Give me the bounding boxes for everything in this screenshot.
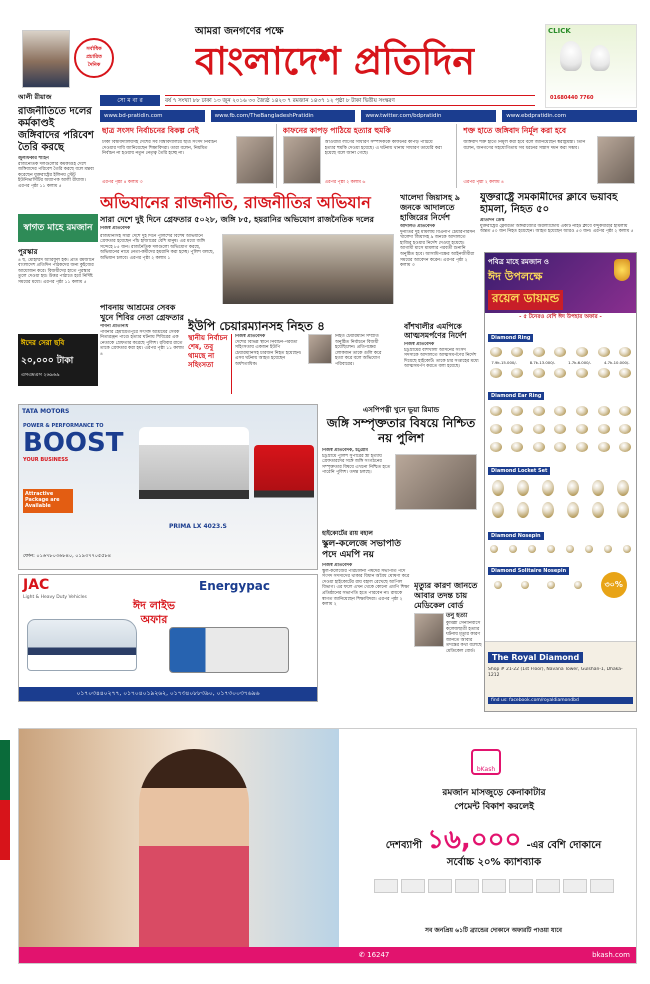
ad-sms: এসএমএস ২৬৯৬৯ xyxy=(21,371,60,378)
ring-icon xyxy=(511,368,523,378)
social-strip xyxy=(100,110,637,122)
teaser-body: আওয়ামী লীগের সাধারণ সম্পাদককে কাফনের কাপড় পাঠিয়ে হত্যার হুমকি দেওয়া হয়েছে। এ ঘটনায় থানায় সাধারণ ডায়েরি করা হয়েছে বলে জানা গেছে। xyxy=(324,140,442,157)
side-flag-strip xyxy=(0,740,10,860)
facebook-link[interactable]: find us: facebook.com/royaldiamondbd xyxy=(488,697,633,704)
nosepin-icon xyxy=(547,545,555,553)
ring-icon xyxy=(576,347,588,357)
earring-icon xyxy=(490,442,502,452)
side-body: পাবনার হেমায়েতপুরে সৎসঙ্গ আশ্রমের সেবক নিত্যরঞ্জন পাণ্ডে হত্যার ঘটনায় শিবিরের এক নেতাকে গ্রেফতার করেছে পুলিশ। রবিবার রাতে তাকে গ্রেফতার করা হয়। এরপর পৃষ্ঠা ১১ কলাম ৪ xyxy=(100,329,184,357)
side-story-bashkhali xyxy=(404,322,480,402)
offer-number: ১৬,০০০ xyxy=(427,825,522,855)
bkash-logo: bKash xyxy=(471,749,501,775)
offer-badge: ঈদ লাইভ অফার xyxy=(132,599,176,626)
truck-image xyxy=(254,445,314,515)
tonu-photo xyxy=(414,613,444,647)
tata-logo: TATA MOTORS xyxy=(22,408,70,415)
side-story-khaleda xyxy=(400,192,476,320)
teaser-3[interactable] xyxy=(461,124,637,188)
section-ring: Diamond Ring xyxy=(488,334,533,342)
ad-amount: ২০,০০০ টাকা xyxy=(21,355,74,366)
left-body: রাজনৈতিক দলগুলোর কর্মকাণ্ডই দেশে জঙ্গিবাদের পরিবেশ তৈরি করছে বলে মন্তব্য করেছেন যুক্তরাষ্ট্রের ইলিনয় স্টেট ইউনিভার্সিটির অধ্যাপক আলী রীয়াজ। এরপর পৃষ্ঠা ১১ কলাম ৫ xyxy=(18,161,94,189)
jac-sub: Light & Heavy Duty Vehicles xyxy=(23,595,87,600)
lead-subhead: সারা দেশে দুই দিনে গ্রেফতার ৫০২৮, জঙ্গি ৮৫, হয়রানির অভিযোগ রাজনৈতিক দলের xyxy=(100,214,374,224)
earring-icon xyxy=(554,424,566,434)
model-figure xyxy=(139,749,249,964)
diamond-offer: - ৫ টনেরও বেশি ঈদ উপহার অফার - xyxy=(519,314,602,320)
up-body-2: নিহত চেয়ারম্যান সম্প্রতি অনুষ্ঠিত নির্বাচনে বিজয়ী হয়েছিলেন। প্রতিপক্ষের লোকজন তাকে গুলি করে হত্যা করে বলে অভিযোগ পরিবারের। xyxy=(335,334,382,367)
price-label: 1.7k-6.000/- xyxy=(568,360,592,365)
earring-icon xyxy=(576,424,588,434)
title-part-a: বাংলাদেশ xyxy=(195,38,341,83)
earring-icon xyxy=(619,406,631,416)
brand-logo xyxy=(536,879,560,893)
boost-box xyxy=(23,423,133,483)
tonu-name: তনু হত্যা xyxy=(446,612,468,619)
side-headline: খালেদা জিয়াসহ ৯ জনকে আদালতে হাজিরের নির্দেশ xyxy=(400,192,460,222)
brand-logo xyxy=(509,879,533,893)
earring-icon xyxy=(533,406,545,416)
sp-photo xyxy=(395,454,477,510)
earring-icon xyxy=(554,406,566,416)
circulation-seal xyxy=(74,38,114,78)
earring-icon xyxy=(490,406,502,416)
earring-icon xyxy=(576,406,588,416)
ring-icon xyxy=(490,368,502,378)
prize-body: ৪ ছ. মোহাম্মদ আরিফুল হক। প্রতি রমজানে বাংলাদেশ প্রতিদিন পাঠকদের জন্য কুইজের আয়োজন করে। বিজয়ীদের হাতে পুরস্কার তুলে দেওয়া হয়। উত্তর পাঠাতে হবে নির্দিষ্ট সময়ের মধ্যে। এরপর পৃষ্ঠা ১১ কলাম ৫ xyxy=(18,257,95,285)
prize-heading: পুরস্কার xyxy=(18,247,38,256)
company-address: Shop # 21-22 (1st Floor), Navana Tower, Gulshan-1, Dhaka-1212 xyxy=(488,667,623,678)
royal-diamond-ad[interactable] xyxy=(484,252,637,712)
day-badge: সো ম বা র xyxy=(100,95,160,106)
teaser-2[interactable] xyxy=(281,124,458,188)
ring-icon xyxy=(554,368,566,378)
diamond-footer xyxy=(485,641,636,711)
facebook-link[interactable]: www.fb.com/TheBangladeshPratidin xyxy=(211,110,356,122)
brand-logo xyxy=(563,879,587,893)
teaser-photo xyxy=(597,136,635,184)
side-headline: পাবনায় আশ্রমের সেবক খুনে শিবির নেতা গ্রেফতার xyxy=(100,302,184,322)
ring-icon xyxy=(619,368,631,378)
phone-icon: ✆ xyxy=(359,951,365,959)
ring-icon xyxy=(576,368,588,378)
teaser-more[interactable]: এরপর পৃষ্ঠা ৪ কলাম ৩ xyxy=(102,180,143,185)
teaser-1[interactable] xyxy=(100,124,277,188)
seal-text: সর্বাধিক প্রচারিত দৈনিক xyxy=(86,46,102,68)
nosepin-icon xyxy=(490,545,498,553)
bkash-ad[interactable] xyxy=(18,728,637,964)
click-logo: CLICK xyxy=(548,27,571,35)
lead-byline: নিজস্ব প্রতিবেদক xyxy=(100,226,131,231)
up-photo xyxy=(308,334,332,364)
sp-kicker: এসপিপত্নী খুনে ভুয়া রিমান্ড xyxy=(362,406,440,414)
side-byline: পাবনা প্রতিনিধি xyxy=(100,324,129,329)
side-byline: প্রতিদিন ডেস্ক xyxy=(480,218,505,223)
brand-logo xyxy=(401,879,425,893)
ad-headline: ঈদের সেরা ছবি xyxy=(21,338,65,347)
earring-icon xyxy=(511,406,523,416)
teaser-headline: শক্ত হাতে জঙ্গিবাদ নির্মূল করা হবে xyxy=(463,126,567,135)
earring-icon xyxy=(490,424,502,434)
locket-icon xyxy=(517,502,529,518)
sp-byline: নিজস্ব প্রতিবেদক, চট্টগ্রাম xyxy=(322,448,368,453)
bulb-icon xyxy=(590,45,610,71)
dateline: বর্ষ ৭ সংখ্যা ৮৮ ঢাকা ১৩ জুন ২০১৬ ৩০ জ্যৈষ্ঠ ১৪২৩ ৭ রমজান ১৪৩৭ ১২ পৃষ্ঠা ৮ টাকা দ্বিতীয় সংস্করণ xyxy=(165,95,535,106)
side-story-pabna xyxy=(100,302,184,402)
web-link[interactable]: www.bd-pratidin.com xyxy=(100,110,205,122)
bulb-icon xyxy=(560,41,582,71)
left-headline: রাজনীতিতে দলের কর্মকাণ্ডই জঙ্গিবাদের পরিবেশ তৈরি করছে xyxy=(18,106,94,153)
bus-image xyxy=(27,619,137,671)
truck-model: PRIMA LX 4023.S xyxy=(169,523,227,530)
offer-suffix: -এর বেশি দোকানে xyxy=(526,840,602,851)
boost-word: BOOST xyxy=(23,428,124,458)
section-earring: Diamond Ear Ring xyxy=(488,392,544,400)
earring-icon xyxy=(598,424,610,434)
twitter-link[interactable]: www.twitter.com/bdpratidin xyxy=(361,110,496,122)
earring-icon xyxy=(598,406,610,416)
columnist-photo xyxy=(22,30,70,88)
lead-body: রাজধানীসহ সারা দেশে দুই দিনে পুলিশের বিশেষ অভিযানে গ্রেফতার হয়েছেন পাঁচ হাজারের বেশি মানুষ। এর মধ্যে জঙ্গি সন্দেহে ৮৫ জন। রাজনৈতিক দলগুলো অভিযোগ করছে, অভিযানের নামে নেতা-কর্মীদের হয়রানি করা হচ্ছে। পুলিশ বলছে, অভিযান চলবে। এরপর পৃষ্ঠা ২ কলাম ১ xyxy=(100,233,215,261)
hc-byline: নিজস্ব প্রতিবেদক xyxy=(322,563,353,568)
slogan: আমরা জনগণের পক্ষে xyxy=(195,26,284,37)
up-body: দেশের বিভিন্ন স্থানে নির্বাচন-পরবর্তী সহিংসতায় একজন ইউপি চেয়ারম্যানসহ চারজন নিহত হয়েছেন। এসব ঘটনায় আহত হয়েছেন অর্ধশতাধিক। xyxy=(235,339,302,367)
price-label: 7.9k-15.000/- xyxy=(491,360,517,365)
brand-strip xyxy=(359,879,629,919)
earring-row xyxy=(485,420,636,438)
left-column xyxy=(18,90,98,402)
teaser-photo xyxy=(283,136,321,184)
earring-icon xyxy=(619,424,631,434)
earring-icon xyxy=(554,442,566,452)
bkash-line1: রমজান মাসজুড়ে কেনাকাটার xyxy=(442,788,546,798)
side-byline: নিজস্ব প্রতিবেদক xyxy=(404,342,435,347)
nosepin-icon xyxy=(509,545,517,553)
earring-icon xyxy=(533,424,545,434)
click-bulb-ad[interactable] xyxy=(545,24,637,108)
side-body: চট্টগ্রামের বাঁশখালী আসনের সংসদ সদস্যকে আদালতে আত্মসমর্পণের নির্দেশ দিয়েছে হাইকোর্ট। তাকে চার সপ্তাহের মধ্যে আত্মসমর্পণ করতে বলা হয়েছে। xyxy=(404,347,479,370)
truck-image xyxy=(139,427,249,517)
brand-logo xyxy=(590,879,614,893)
tata-phones: ফোন: ০১৬৭৮০৩৬৮৪০, ০১৯৩৭৭০৫৫৮৪ xyxy=(23,553,112,559)
locket-icon xyxy=(542,480,554,496)
epaper-link[interactable]: www.ebdpratidin.com xyxy=(502,110,637,122)
left-byline: জুলফিকার শাহিন xyxy=(18,156,49,161)
package-badge: Attractive Package are Available xyxy=(23,489,73,513)
hc-body: স্কুল-কলেজের পরিচালনা পর্ষদের সভাপতি পদে সংসদ সদস্যদের থাকার বিধান অবৈধ ঘোষণা করে দেওয়া হাইকোর্টের রায় বহাল রেখেছে আপিল বিভাগ। এর ফলে এখন থেকে কোনো এমপি শিক্ষা প্রতিষ্ঠানের সভাপতি হতে পারবেন না। রায়কে স্বাগত জানিয়েছেন শিক্ষাবিদরা। এরপর পৃষ্ঠা ২ কলাম ২ xyxy=(322,568,410,608)
energypac-logo: Energypac xyxy=(199,579,271,593)
lead-photo xyxy=(222,234,394,304)
side-body: যুক্তরাষ্ট্রের ফ্লোরিডা অঙ্গরাজ্যের অরল্যান্ডোয় একটি নাইট ক্লাবে বন্দুকধারীর হামলায় অন্তত ৫০ জন নিহত হয়েছেন। আহত হয়েছেন আরও ৫৩ জন। এরপর পৃষ্ঠা ২ কলাম ৫ xyxy=(480,223,634,235)
truck-image xyxy=(169,627,289,673)
nosepin-icon xyxy=(574,581,582,589)
side-byline: আদালত প্রতিবেদক xyxy=(400,224,436,229)
teaser-headline: ছাত্র সংসদ নির্বাচনের বিকল্প নেই xyxy=(102,126,199,135)
earring-icon xyxy=(619,442,631,452)
side-body: দুর্নীতির দুই মামলায় বিএনপি চেয়ারপারসন খালেদা জিয়াসহ ৯ জনকে আদালতে হাজির হওয়ার নির্দেশ দেওয়া হয়েছে। আগামী মাসে মামলার পরবর্তী শুনানি অনুষ্ঠিত হবে। আসামিপক্ষের আইনজীবীরা সময়ের আবেদন করেন। এরপর পৃষ্ঠা ২ কলাম ৩ xyxy=(400,229,475,269)
bkash-footer xyxy=(19,947,636,963)
up-callout: স্থানীয় নির্বাচন শেষ, তবু থামছে না সহিংসতা xyxy=(188,334,232,394)
earring-icon xyxy=(511,424,523,434)
section-nosepin: Diamond Nosepin xyxy=(488,532,544,540)
eid-photo-ad[interactable] xyxy=(18,334,98,386)
locket-row xyxy=(485,499,636,521)
solitaire-row xyxy=(485,577,636,593)
bkash-site[interactable]: bkash.com xyxy=(592,951,630,959)
brand-logo xyxy=(374,879,398,893)
sp-body: চট্টগ্রামে পুলিশ সুপারের স্ত্রী হত্যায় গ্রেফতারদের সঙ্গে জঙ্গি সংগঠনের সম্পৃক্ততার বিষয়ে এখনো নিশ্চিত হতে পারেনি পুলিশ। তদন্ত চলছে। xyxy=(322,453,391,476)
nosepin-icon xyxy=(547,581,555,589)
locket-icon xyxy=(517,480,529,496)
up-headline: ইউপি চেয়ারম্যানসহ নিহত ৪ xyxy=(188,319,325,333)
ring-icon xyxy=(533,368,545,378)
earring-icon xyxy=(511,442,523,452)
teaser-body: জঙ্গিবাদ শক্ত হাতে নির্মূল করা হবে বলে জানিয়েছেন স্বরাষ্ট্রমন্ত্রী। তিনি বলেন, জনগণের সহযোগিতায় সব ধরনের সন্ত্রাস দমন করা সম্ভব। xyxy=(463,140,586,151)
up-story xyxy=(188,318,400,402)
masthead-title xyxy=(195,38,475,84)
hc-story xyxy=(322,528,412,678)
teaser-more[interactable]: এরপর পৃষ্ঠা ২ কলাম ৪ xyxy=(463,180,504,185)
boost-power: POWER & PERFORMANCE TO xyxy=(23,423,104,429)
nosepin-icon xyxy=(604,545,612,553)
ring-icon xyxy=(490,347,502,357)
ring-icon xyxy=(619,347,631,357)
earring-row xyxy=(485,438,636,456)
ramadan-card: স্বাগত মাহে রমজান xyxy=(18,214,98,242)
locket-row xyxy=(485,477,636,499)
tata-motors-ad[interactable] xyxy=(18,404,318,570)
earring-row xyxy=(485,402,636,420)
teaser-body: ঢাকা বিশ্ববিদ্যালয়সহ দেশের সব বিশ্ববিদ্যালয়ে ছাত্র সংসদ নির্বাচন দেওয়ার দাবি জানিয়েছেন শিক্ষাবিদরা। তারা বলেন, নিয়মিত নির্বাচন না হওয়ায় নতুন নেতৃত্ব তৈরি হচ্ছে না। xyxy=(102,140,217,157)
locket-icon xyxy=(617,480,629,496)
bkash-hotline: 16247 xyxy=(367,951,390,959)
brand-logo xyxy=(455,879,479,893)
ring-row xyxy=(485,344,636,360)
tonu-story xyxy=(414,580,482,700)
side-headline: বাঁশখালীর এমপিকে আত্মসমর্পণের নির্দেশ xyxy=(404,322,467,340)
offer-prefix: দেশব্যাপী xyxy=(385,840,422,851)
jac-logo: JAC xyxy=(23,577,50,593)
locket-icon xyxy=(542,502,554,518)
jac-phones: ০১৭০৩৪৪০২৭৭, ০১৭০৪০১৯২৬২, ০১৭৩৪০৮৮৩৯০, ০১৭৩০০৩৭৬৯৬ xyxy=(19,687,317,701)
lead-story xyxy=(100,192,395,304)
price-label: 8.7k-13.000/- xyxy=(529,360,556,365)
locket-icon xyxy=(592,480,604,496)
earring-icon xyxy=(598,442,610,452)
bkash-cashback: সর্বোচ্চ ২০% ক্যাশব্যাক xyxy=(446,857,542,868)
teaser-row xyxy=(100,124,637,188)
locket-icon xyxy=(567,502,579,518)
locket-icon xyxy=(492,502,504,518)
locket-icon xyxy=(567,480,579,496)
diamond-header xyxy=(485,253,636,313)
hotline: 01680440 7760 xyxy=(550,95,594,101)
nosepin-icon xyxy=(585,545,593,553)
side-headline: যুক্তরাষ্ট্রে সমকামীদের ক্লাবে ভয়াবহ হামলা, নিহত ৫০ xyxy=(480,192,618,215)
section-solitaire: Diamond Solitaire Nosepin xyxy=(488,567,569,575)
boost-your: YOUR BUSINESS xyxy=(23,457,69,463)
sp-story xyxy=(322,404,480,524)
locket-icon xyxy=(617,502,629,518)
lantern-icon xyxy=(614,259,630,281)
tonu-body: কুমিল্লা সেনানিবাসে কলেজছাত্রী হত্যার ঘটনায় মৃত্যুর কারণ জানতে আবার তদন্তের কথা বলেছে মেডিকেল বোর্ড। xyxy=(446,621,482,654)
ring-icon xyxy=(554,347,566,357)
jac-energypac-ad[interactable] xyxy=(18,574,318,702)
teaser-photo xyxy=(236,136,274,184)
diamond-brand: রয়েল ডায়মন্ড xyxy=(488,290,563,310)
side-story-us-attack xyxy=(480,192,637,248)
nosepin-icon xyxy=(494,581,502,589)
ring-icon xyxy=(598,368,610,378)
earring-icon xyxy=(576,442,588,452)
hc-kicker: হাইকোর্টের রায় বহাল xyxy=(322,530,373,537)
nosepin-row xyxy=(485,542,636,556)
title-part-b: প্রতিদিন xyxy=(353,38,476,83)
hc-headline: স্কুল-কলেজে সভাপতি পদে এমপি নয় xyxy=(322,539,402,560)
diamond-eid: ঈদ উপলক্ষে xyxy=(488,270,543,283)
locket-icon xyxy=(592,502,604,518)
tonu-headline: মৃত্যুর কারণ জানতে আবার তদন্ত চায় মেডিকেল বোর্ড xyxy=(414,580,478,610)
columnist-name: আলী রীয়াজ xyxy=(18,93,52,101)
section-locket: Diamond Locket Set xyxy=(488,467,550,475)
ring-icon xyxy=(511,347,523,357)
nosepin-icon xyxy=(623,545,631,553)
bkash-note: সব জনপ্রিয় ৬১টি ব্র্যান্ডের দোকানে অফারটি পাওয়া যাবে xyxy=(425,927,562,934)
diamond-banner: পবিত্র মাহে রমজান ও xyxy=(488,258,549,266)
nosepin-icon xyxy=(521,581,529,589)
up-byline: নিজস্ব প্রতিবেদক xyxy=(235,334,266,339)
ring-icon xyxy=(598,347,610,357)
nosepin-icon xyxy=(566,545,574,553)
teaser-headline: কাফনের কাপড় পাঠিয়ে হত্যার হুমকি xyxy=(282,126,391,135)
company-name: The Royal Diamond xyxy=(488,652,583,663)
lead-kicker: অভিযানের রাজনীতি, রাজনীতির অভিযান xyxy=(100,193,371,212)
earring-icon xyxy=(533,442,545,452)
ring-row xyxy=(485,365,636,381)
brand-logo xyxy=(428,879,452,893)
brand-logo xyxy=(482,879,506,893)
sp-headline: জঙ্গি সম্পৃক্ততার বিষয়ে নিশ্চিত নয় পুলিশ xyxy=(326,416,476,445)
teaser-more[interactable]: এরপর পৃষ্ঠা ২ কলাম ৬ xyxy=(324,180,366,185)
nosepin-icon xyxy=(528,545,536,553)
price-label: 4.7k-10.000/- xyxy=(604,360,630,365)
discount-badge: ৩০% xyxy=(601,572,627,598)
ring-icon xyxy=(533,347,545,357)
bkash-line2: পেমেন্ট বিকাশ করলেই xyxy=(454,802,534,812)
locket-icon xyxy=(492,480,504,496)
